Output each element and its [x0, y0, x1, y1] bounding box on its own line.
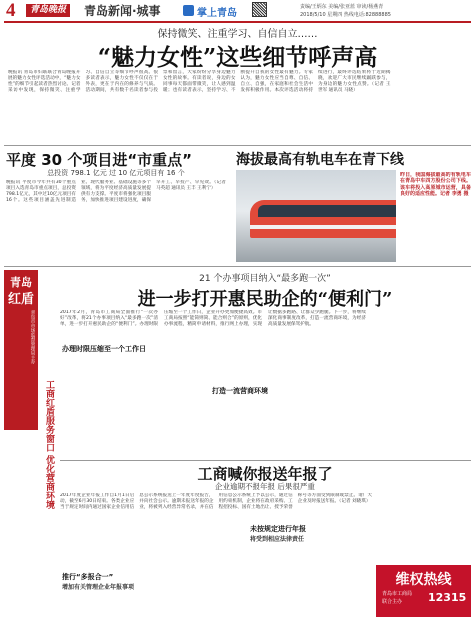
masthead-divider: [4, 21, 471, 23]
ad-line1: 青岛市工商局: [382, 591, 413, 597]
top-story-body: 晚报讯 青岛市妇联联合青岛晚报开展的魅力女性评选活动中，“魅力女性”的细节引起读者热烈讨论。记者采访中发现，保持微笑、注重学习、自信自立等细节呼声很高。很多读者表示，魅力女性不仅仅在于外表，更在于内在的修养与气质。活动期间，共有数千名读者参与投票和留言，大家纷纷分享身边魅力女性的故事。有读者说，身边的女同事每天都面带微笑，让人感到温暖；也有读者表示，坚持学习、不断提升自我的女性最有魅力。专家认为，魅力女性应当自尊、自信、自立、自强，在家庭和社会生活中发挥积极作用。本次评选活动将持续进行，最终评选结果将于近期揭晓，欢迎广大市民继续踊跃参与，为身边的魅力女性点赞。（记者 王世军 通讯员 马晓）: [8, 70, 391, 93]
report-body: 2017年度企业年报工作自1月1日启动，截至6月30日结束。各类企业应当于规定时间内通过国家企业信用信息公示系统报送上一年度年度报告，并向社会公示。逾期未报送年报的企业，将被列入经营异常名录，并在信用信息公示系统上予以公示，通过信用约束机制，企业将在政府采购、工程招投标、国有土地出让、授予荣誉称号等方面受到限制或禁止。请广大企业及时报送年报。（记者 刘晓琪）: [60, 493, 372, 510]
tram-caption: 昨日，我国海拔最高的有轨电车在青岛中车四方股份公司下线。该车将投入高原城市运营，具备良好的适应性能。记者 李勇 摄: [400, 172, 471, 198]
app-logo-icon: [183, 5, 194, 16]
projects-subhead: 总投资 798.1 亿元 过 10 亿元项目有 16 个: [47, 169, 185, 177]
divider: [4, 145, 471, 146]
sidebar-label: 工商红盾服务窗口 优化营商环境: [44, 380, 54, 510]
editor-line: 责编/王炳东 美编/张亚蓝 审读/杨燕青: [300, 4, 384, 10]
ad-title: 维权热线: [395, 572, 452, 588]
newspaper-logo: 青岛晚报: [26, 4, 70, 17]
top-story-headline: “魅力女性”这些细节呼声高: [97, 44, 378, 71]
report-subhead: 企业逾期不报年报 后果很严重: [215, 482, 315, 491]
services-headline: 进一步打开惠民助企的“便利门”: [137, 289, 393, 310]
sidebar-logo-line1: 青岛: [10, 276, 32, 289]
app-name: 掌上青岛: [197, 8, 237, 19]
report-section1-heading: 推行“多报合一”: [62, 573, 114, 581]
divider: [4, 266, 471, 267]
services-kicker: 21 个办事项目纳入“最多跑一次”: [199, 274, 331, 284]
section-title: 青岛新闻·城事: [84, 4, 161, 18]
ad-line2: 联合主办: [382, 599, 403, 605]
services-section2-heading: 打造一流营商环境: [212, 387, 268, 395]
ad-phone: 12315: [428, 591, 467, 604]
sidebar-logo-line2: 红盾: [7, 292, 34, 307]
qr-code-icon: [252, 2, 267, 17]
masthead: [0, 0, 475, 22]
tram-stripe-shape: [250, 225, 396, 229]
top-story-kicker: 保持微笑、注重学习、自信自立……: [157, 29, 318, 40]
page-number: 4: [6, 0, 16, 21]
report-section2-heading: 未按规定进行年报: [250, 525, 306, 533]
divider: [60, 460, 471, 461]
date-line: 2018/5/10 星期四 热线电话:82888885: [300, 12, 391, 18]
services-section1-heading: 办理时限压缩至一个工作日: [62, 345, 146, 353]
report-section2-subheading: 将受到相应法律责任: [250, 536, 305, 543]
projects-body: 晚报讯 平度市今年共有30个重点项目入选青岛市重点项目，总投资798.1亿元，其中过10亿元项目有16个。这些项目涵盖先进制造业、现代服务业、基础设施等多个领域，将为平度经济高质量发展提供有力支撑。平度市将强化项目服务，加快推进项目建设进度，确保早开工、早投产、早见效。（记者 马英超 通讯员 王丰 王利宁）: [6, 180, 226, 203]
report-headline: 工商喊你报送年报了: [197, 465, 333, 483]
tram-headline: 海拔最高有轨电车在青下线: [236, 152, 404, 168]
sidebar-panel: [4, 270, 38, 430]
hotline-ad: [376, 565, 471, 617]
report-section1-subheading: 增加有关管理企业年报事项: [62, 584, 135, 591]
tram-photo: [236, 170, 396, 262]
sidebar-sponsor: 青岛市市场监督管理局主办: [30, 310, 35, 364]
tram-window-shape: [258, 205, 396, 217]
services-body: 2017年2月，青岛市工商局全面推行“一次办好”改革，将21个办事项目纳入“最多跑一次”清单，进一步打开惠民助企的“便利门”。办理时限压缩至一个工作日，企业开办更加便捷高效。市工商局按照“能简则简、能合则合”的原则，优化办事流程，精简申请材料，推行网上办理，实现让数据多跑路、让群众少跑腿。下一步，将继续深化商事制度改革，打造一流营商环境，为经济高质量发展保驾护航。: [60, 310, 366, 327]
projects-headline: 平度 30 个项目进“市重点”: [6, 151, 193, 169]
